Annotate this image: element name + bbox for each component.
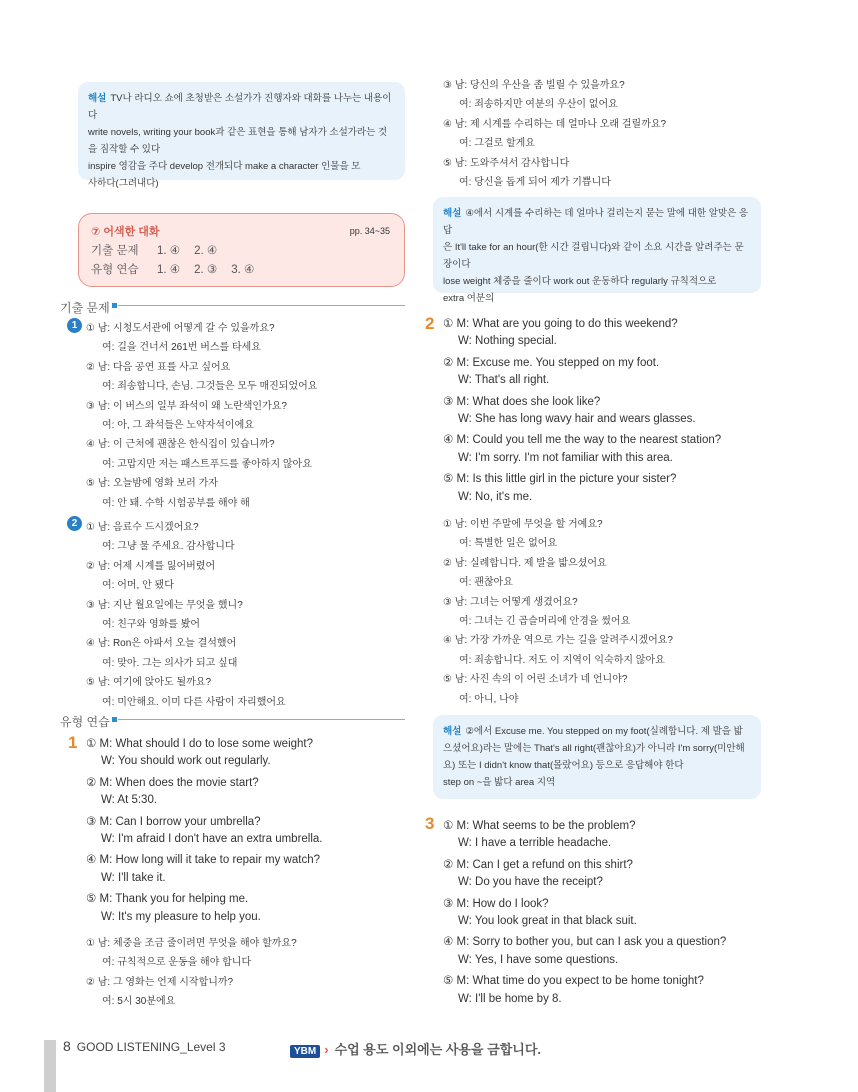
- explanation-note-1: [78, 82, 405, 189]
- dialogue-line: W: Do you have the receipt?: [458, 876, 603, 889]
- note-head: 해설: [88, 93, 107, 104]
- dialogue-line: ① M: What should I do to lose some weight?: [86, 738, 314, 750]
- dialogue-line: 여: 안 돼. 수학 시험공부를 해야 해: [102, 497, 250, 509]
- dialogue-line: W: It's my pleasure to help you.: [101, 910, 261, 923]
- dialogue-line: ④ M: Could you tell me the way to the nearest station?: [443, 434, 722, 447]
- footer-notice: [290, 1039, 541, 1058]
- dialogue-line: W: I'll be home by 8.: [458, 992, 562, 1005]
- dialogue-line: ⑤ M: What time do you expect to be home tonight?: [443, 975, 704, 988]
- dialogue-line: 여: 그녀는 긴 곱슬머리에 안경을 썼어요: [459, 616, 631, 627]
- dialogue-line: W: Nothing special.: [458, 335, 557, 348]
- dialogue-line: ⑤ 남: 도와주셔서 감사합니다: [443, 157, 570, 169]
- explanation-note-2: [433, 197, 761, 304]
- page-number: 8: [63, 1038, 71, 1054]
- dialogue-line: W: I'll take it.: [101, 871, 166, 884]
- answer-row: 기출 문제 1. ④ 2. ④: [91, 245, 218, 257]
- dialogue-line: ② M: When does the movie start?: [86, 776, 259, 789]
- note-line: write novels, writing your book과 같은 표현을 통해 남자가 소설가라는 것: [88, 127, 388, 138]
- dialogue-line: ① 남: 체중을 조금 줄이려면 무엇을 해야 할까요?: [86, 938, 297, 949]
- dialogue-line: ① 남: 음료수 드시겠어요?: [86, 522, 199, 533]
- dialogue-line: W: I have a terrible headache.: [458, 837, 612, 850]
- dialogue-line: ⑤ 남: 여기에 앉아도 될까요?: [86, 677, 212, 689]
- note-line: 해설 TV나 라디오 쇼에 초청받은 소설가가 진행자와 대화를 나누는 내용이다: [88, 93, 392, 121]
- dialogue-line: ① 남: 시청도서관에 어떻게 갈 수 있을까요?: [86, 323, 275, 334]
- note-line: step on ~을 밟다 area 지역: [443, 777, 556, 788]
- dialogue-line: W: No, it's me.: [458, 490, 533, 503]
- dialogue-line: ④ 남: 가장 가까운 역으로 가는 길을 알려주시겠어요?: [443, 635, 673, 647]
- dialogue-line: 여: 특별한 일은 없어요: [459, 538, 558, 550]
- dialogue-line: W: She has long wavy hair and wears glasses.: [458, 413, 696, 425]
- note-line: 요) 또는 I didn't know that(몰랐어요) 등으로 응답해야 한다: [443, 760, 684, 771]
- dialogue-line: ① M: What seems to be the problem?: [443, 820, 636, 832]
- dialogue-line: 여: 미안해요. 이미 다른 사람이 자리했어요: [102, 696, 286, 708]
- dialogue-line: ② M: Excuse me. You stepped on my foot.: [443, 356, 660, 369]
- explanation-note-3: [433, 715, 761, 799]
- dialogue-line: W: You look great in that black suit.: [458, 915, 637, 927]
- section-rule: [118, 305, 405, 306]
- note-line: 은 It'll take for an hour(한 시간 걸립니다)와 같이 소요 시간을 알려주는 문: [443, 242, 744, 253]
- dialogue-line: 여: 죄송합니다, 손님. 그것들은 모두 매진되었어요: [102, 381, 318, 393]
- dialogue-line: W: At 5:30.: [101, 794, 158, 807]
- dialogue-line: ⑤ M: Is this little girl in the picture your sister?: [443, 473, 677, 486]
- footer-left: [63, 1038, 226, 1054]
- note-line: 장이다: [443, 259, 471, 270]
- dialogue-line: ③ 남: 지난 월요일에는 무엇을 했니?: [86, 599, 243, 611]
- dialogue-line: ③ 남: 당신의 우산을 좀 빌릴 수 있을까요?: [443, 80, 625, 91]
- dialogue-line: ② 남: 어제 시계를 잃어버렸어: [86, 560, 216, 572]
- ybm-logo: YBM: [290, 1045, 320, 1058]
- book-title: GOOD LISTENING_Level 3: [76, 1040, 226, 1054]
- dialogue-line: W: I'm afraid I don't have an extra umbrella.: [101, 833, 323, 845]
- note-line: extra 여분의: [443, 293, 495, 304]
- dialogue-line: ③ 남: 그녀는 어떻게 생겼어요?: [443, 596, 578, 608]
- note-head: 해설: [443, 208, 462, 219]
- dialogue-line: ② M: Can I get a refund on this shirt?: [443, 858, 633, 871]
- dialogue-line: W: I'm sorry. I'm not familiar with this area.: [458, 451, 673, 464]
- question-badge: 1: [67, 318, 82, 333]
- footer-bar: [44, 1040, 56, 1092]
- dialogue-line: 여: 고맙지만 저는 패스트푸드를 좋아하지 않아요: [102, 458, 312, 470]
- dialogue-line: 여: 맞아. 그는 의사가 되고 싶대: [102, 657, 238, 669]
- dialogue-line: ④ 남: 이 근처에 괜찮은 한식집이 있습니까?: [86, 439, 275, 451]
- note-line: inspire 영감을 주다 develop 전개되다 make a character 인물을 모: [88, 161, 361, 172]
- dialogue-line: ④ M: How long will it take to repair my watch?: [86, 854, 320, 867]
- dialogue-line: 여: 친구와 영화를 봤어: [102, 619, 201, 630]
- dialogue-line: ② 남: 그 영화는 언제 시작합니까?: [86, 976, 234, 988]
- answer-row: 유형 연습 1. ④ 2. ③ 3. ④: [91, 264, 255, 276]
- dialogue-line: 여: 그걸로 할게요: [459, 138, 535, 150]
- dialogue-line: ③ M: How do I look?: [443, 897, 549, 910]
- dialogue-line: 여: 아, 그 좌석들은 노약자석이에요: [102, 420, 254, 431]
- note-line: 해설 ④에서 시계를 수리하는 데 얼마나 걸리는지 묻는 말에 대한 알맞은 응답: [443, 208, 749, 236]
- question-badge: 2: [67, 516, 82, 531]
- dialogue-line: ② 남: 다음 공연 표를 사고 싶어요: [86, 361, 231, 373]
- practice-number: 1: [68, 733, 78, 752]
- section-heading-past-exam: 기출 문제: [60, 301, 110, 315]
- note-line: 으셨어요)라는 말에는 That's all right(괜찮아요)가 아니라 I'm sorry(미안해: [443, 743, 745, 754]
- dialogue-line: ⑤ 남: 사진 속의 이 어린 소녀가 네 언니야?: [443, 674, 628, 686]
- dialogue-line: ⑤ M: Thank you for helping me.: [86, 893, 249, 906]
- dialogue-line: ③ M: Can I borrow your umbrella?: [86, 815, 261, 828]
- dialogue-line: 여: 당신을 돕게 되어 제가 기쁩니다: [459, 177, 611, 188]
- dialogue-line: ④ 남: 제 시계를 수리하는 데 얼마나 오래 걸릴까요?: [443, 118, 667, 130]
- answer-box-pages: pp. 34~35: [349, 226, 390, 236]
- note-line: 사하다(그려내다): [88, 178, 159, 189]
- dialogue-line: 여: 어머, 안 됐다: [102, 580, 174, 592]
- note-line: lose weight 체중을 줄이다 work out 운동하다 regularly 규칙적으로: [443, 276, 717, 287]
- dialogue-line: W: You should work out regularly.: [101, 755, 271, 768]
- usage-notice: 수업 용도 이외에는 사용을 금합니다.: [334, 1042, 542, 1057]
- dialogue-line: ③ M: What does she look like?: [443, 395, 601, 408]
- dialogue-line: 여: 규칙적으로 운동을 해야 합니다: [102, 957, 252, 969]
- dialogue-line: 여: 5시 30분에요: [102, 996, 176, 1008]
- dialogue-line: ⑤ 남: 오늘밤에 영화 보러 가자: [86, 478, 218, 490]
- answer-key-box: [78, 213, 405, 287]
- practice-number: 2: [425, 314, 435, 333]
- dialogue-line: W: Yes, I have some questions.: [458, 953, 619, 966]
- note-line: 해설 ②에서 Excuse me. You stepped on my foot(실례합니다. 제 발을 밟: [443, 726, 743, 737]
- dialogue-line: W: That's all right.: [458, 374, 550, 387]
- dialogue-line: ④ M: Sorry to bother you, but can I ask you a question?: [443, 936, 727, 949]
- dialogue-line: 여: 길을 건너서 261번 버스를 타세요: [102, 342, 261, 354]
- answer-box-title: ⑦ 어색한 대화: [91, 226, 160, 238]
- chevron-right-icon: ›: [324, 1042, 329, 1057]
- dialogue-line: ③ 남: 이 버스의 일부 좌석이 왜 노란색인가요?: [86, 400, 287, 412]
- dialogue-line: ① M: What are you going to do this weekend?: [443, 318, 678, 330]
- section-rule: [118, 719, 405, 720]
- practice-number: 3: [425, 814, 435, 833]
- dialogue-line: 여: 아니, 나야: [459, 693, 519, 705]
- note-line: 을 짐작할 수 있다: [88, 144, 161, 155]
- dialogue-line: 여: 죄송하지만 여분의 우산이 없어요: [459, 99, 618, 111]
- dialogue-line: 여: 그냥 물 주세요. 감사합니다: [102, 541, 235, 553]
- note-head: 해설: [443, 726, 462, 737]
- dialogue-line: 여: 괜찮아요: [459, 577, 513, 589]
- dialogue-line: ② 남: 실례합니다. 제 발을 밟으셨어요: [443, 557, 607, 569]
- dialogue-line: ① 남: 이번 주말에 무엇을 할 거예요?: [443, 519, 603, 530]
- dialogue-line: ④ 남: Ron은 아파서 오늘 결석했어: [86, 638, 237, 650]
- dialogue-line: 여: 죄송합니다. 저도 이 지역이 익숙하지 않아요: [459, 654, 665, 666]
- section-heading-practice: 유형 연습: [60, 715, 110, 729]
